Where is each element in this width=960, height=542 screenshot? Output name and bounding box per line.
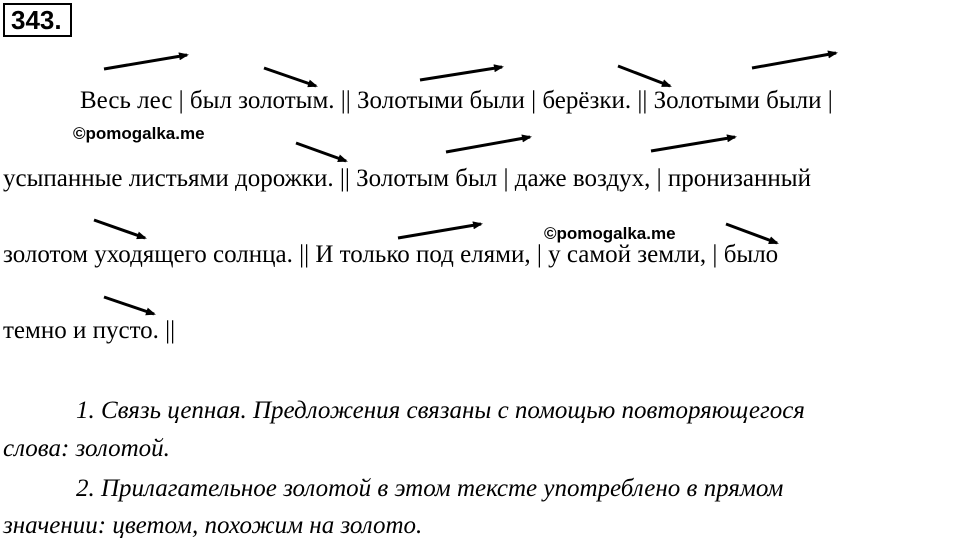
exercise-number: 343. bbox=[3, 3, 72, 37]
answer-note: значении: цветом, похожим на золото. bbox=[3, 512, 423, 539]
arrow-icon bbox=[398, 224, 481, 238]
arrow-icon bbox=[94, 220, 145, 238]
arrow-icon bbox=[618, 66, 670, 86]
arrow-icon bbox=[651, 137, 735, 151]
text-line: золотом уходящего солнца. || И только под елями, | у самой земли, | было bbox=[3, 241, 779, 268]
watermark: ©pomogalka.me bbox=[544, 224, 676, 243]
answer-note: слова: золотой. bbox=[3, 435, 170, 462]
arrow-icon bbox=[752, 53, 836, 68]
answer-note: 1. Связь цепная. Предложения связаны с помощью повторяющегося bbox=[76, 397, 805, 424]
text-line: Весь лес | был золотым. || Золотыми были | берёзки. || Золотыми были | bbox=[80, 87, 833, 114]
arrow-icon bbox=[446, 137, 530, 152]
arrow-icon bbox=[104, 297, 154, 314]
watermark: ©pomogalka.me bbox=[73, 124, 205, 143]
text-line: усыпанные листьями дорожки. || Золотым был | даже воздух, | пронизанный bbox=[3, 165, 811, 192]
arrow-icon bbox=[104, 55, 187, 69]
answer-note: 2. Прилагательное золотой в этом тексте употреблено в прямом bbox=[76, 475, 784, 502]
arrow-icon bbox=[296, 143, 346, 161]
arrow-icon bbox=[264, 68, 316, 86]
arrow-icon bbox=[420, 67, 502, 80]
text-line: темно и пусто. || bbox=[3, 317, 176, 344]
